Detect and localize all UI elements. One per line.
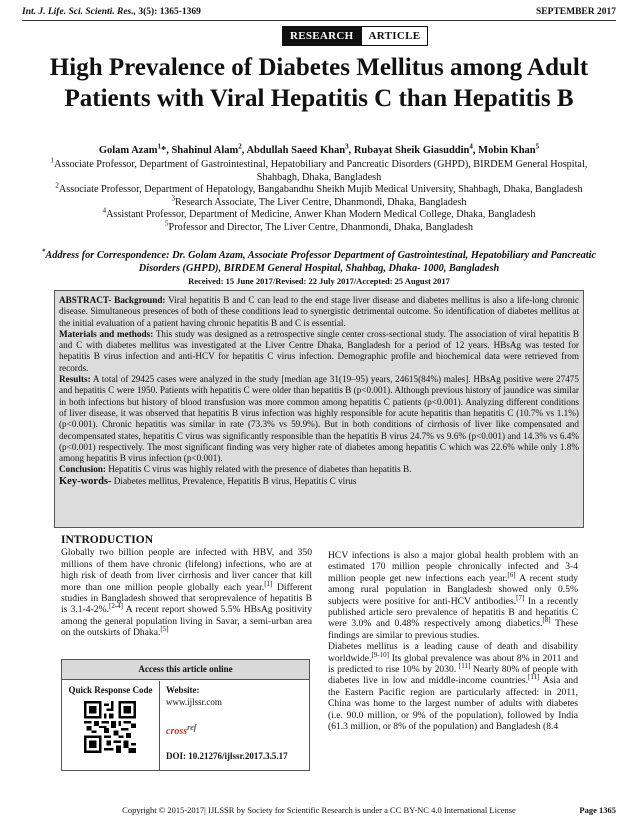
badge-article: ARTICLE	[361, 27, 428, 45]
website-link[interactable]: www.ijlssr.com	[166, 697, 222, 707]
qr-cell	[62, 681, 160, 770]
body-paragraph: Diabetes mellitus is a leading cause of death and disability worldwide.[9-10] Its global prevalence was about 8% in 2011 and is predicted to rise 10% by 2030. [11] Nearly 80% of people with diabetes live in low and middle-income countries.[11] Asia and the Eastern Pacific region are particularly affected: in 2011, China was home to the largest number of adults with diabetes (i.e. 90.0 million, or 9% of the population), followed by India (61.3 million, or 8% of the population) and Bangladesh (8.4	[328, 641, 578, 733]
page-number: Page 1365	[579, 805, 616, 815]
correspondence-address: *Address for Correspondence: Dr. Golam Azam, Associate Professor Department of Gastrointestinal, Hepatobiliary and Pancreatic Disorders (GHPD), BIRDEM General Hospital, Shahbag, Dhaka- 1000, Bangladesh	[41, 247, 597, 274]
citation-link[interactable]: [2-4]	[108, 602, 123, 611]
affiliation-item: $^2$Associate Professor, Department of Hepatology, Bangabandhu Sheikh Mujib Medical University, Shahbagh, Dhaka, Bangladesh	[55, 181, 583, 195]
affiliation-list	[40, 156, 598, 234]
abstract-results: Results: A total of 29425 cases were analyzed in the study [median age 31(19–95) years, 24615(84%) males]. HBsAg positive were 27475 and hepatitis C were 1950. Patients with hepatitis C were older than hepatitis B (p<0.001). Although previous history of jaundice was similar in both infections but history of blood transfusion was more common among hepatitis C patients (p<0.001). Analyzing different conditions of liver disease, it was observed that hepatitis B virus infection was highly responsible for acute hepatitis than hepatitis C (10.7% vs 1.1%) (p<0.001). Chronic hepatitis was similar in rate (73.3% vs 59.9%). But in both conditions of cirrhosis of liver like compensated and decompensated states, hepatitis C virus was significantly responsible than the hepatitis B virus 24.7% vs 9.6% (p<0.001) and 14.3% vs 6.4% (p<0.001) respectively. The most significant finding was very higher rate of diabetes among hepatitis C which was 22.6% while only 1.8% among hepatitis B virus infection (p<0.001).	[59, 374, 579, 464]
left-column	[61, 535, 312, 639]
right-column	[328, 550, 578, 733]
abstract-methods: Materials and methods: This study was designed as a retrospective single center cross-sectional study. The association of viral hepatitis B and C with diabetes mellitus was investigated at the Liver Centre Dhaka, Bangladesh for a period of 12 years. HBsAg was tested for hepatitis B virus infection and anti-HCV for hepatitis C virus infection. Demographic profile and biochemical data were retrieved from records.	[59, 328, 579, 373]
article-title: High Prevalence of Diabetes Mellitus among Adult Patients with Viral Hepatitis C than Hepatitis B	[49, 54, 589, 112]
citation-link[interactable]: [11]	[458, 661, 471, 670]
journal-citation: Int. J. Life. Sci. Scienti. Res., 3(5): 1365-1369	[22, 7, 201, 17]
citation-link[interactable]: [1]	[264, 579, 273, 588]
affiliation-item: $^4$Assistant Professor, Department of Medicine, Anwer Khan Modern Medical College, Dhaka, Bangladesh	[102, 206, 536, 220]
author-list: Golam Azam$^1$*, Shahinul Alam$^2$, Abdullah Saeed Khan$^3$, Rubayat Sheik Giasuddin$^4$, Mobin Khan$^5$	[98, 142, 540, 156]
affiliation-item: $^5$Professor and Director, The Liver Centre, Dhanmondi, Dhaka, Bangladesh	[165, 219, 473, 233]
intro-paragraph: Globally two billion people are infected with HBV, and 350 millions of them have chronic (lifelong) infections, who are at high risk of death from liver cirrhosis and liver cancer that kill more than one million people globally each year.[1] Different studies in Bangladesh showed that seroprevalence of hepatitis B is 3.1-4-2%.[2-4] A recent report showed 5.5% HBsAg positivity among the general population living in Savar, a semi-urban area on the outskirts of Dhaka.[5]	[61, 547, 312, 639]
access-header: Access this article online	[62, 660, 309, 680]
abstract-keywords: Key-words- Diabetes mellitus, Prevalence, Hepatitis B virus, Hepatitis C virus	[59, 475, 357, 487]
article-type-badge	[282, 26, 428, 46]
citation-link[interactable]: [11]	[528, 673, 540, 682]
qr-code-icon[interactable]	[84, 701, 136, 753]
access-online-box	[61, 659, 310, 771]
header-divider	[22, 20, 616, 21]
abstract-background: ABSTRACT- Background: Viral hepatitis B and C can lead to the end stage liver disease and diabetes mellitus is also a life-long chronic disease. Simultaneous presences of both of these conditions lead to synergistic detrimental outcome. So identification of diabetes mellitus at the initial evaluation of a patient having chronic hepatitis B and C is essential.	[59, 295, 579, 328]
citation-link[interactable]: [6]	[507, 570, 516, 579]
website-cell	[160, 681, 309, 770]
page-footer	[22, 805, 616, 815]
citation-link[interactable]: [7]	[516, 593, 525, 602]
citation-link[interactable]: [5]	[160, 625, 169, 634]
badge-research: RESEARCH	[283, 27, 361, 45]
crossref-logo-icon[interactable]: cross$^{ref}$	[166, 722, 197, 737]
article-dates: Received: 15 June 2017/Revised: 22 July 2017/Accepted: 25 August 2017	[188, 276, 450, 286]
running-header	[22, 7, 616, 21]
copyright-notice: Copyright © 2015-2017| IJLSSR by Society for Scientific Research is under a CC BY-NC 4.0 International License	[122, 805, 516, 815]
citation-link[interactable]: [9-10]	[371, 650, 389, 659]
abstract-box	[54, 290, 584, 528]
body-paragraph: HCV infections is also a major global health problem with an estimated 170 million people chronically infected and 3-4 million people get new infections each year.[6] A recent study among rural population in Bangladesh showed only 0.5% subjects were positive for anti-HCV antibodies.[7] In a recently published article sero prevalence of hepatitis B and hepatitis C were 3.0% and 0.48% respectively among diabetics.[8] These findings are similar to previous studies.	[328, 550, 578, 641]
doi-link[interactable]: DOI: 10.21276/ijlssr.2017.3.5.17	[166, 751, 288, 761]
affiliation-item: $^3$Research Associate, The Liver Centre, Dhanmondi, Dhaka, Bangladesh	[171, 194, 467, 208]
abstract-conclusion: Conclusion: Hepatitis C virus was highly related with the presence of diabetes than hepatitis B.	[59, 464, 412, 475]
intro-heading: INTRODUCTION	[61, 534, 154, 546]
qr-label: Quick Response Code	[68, 685, 153, 695]
citation-link[interactable]: [8]	[542, 616, 551, 625]
affiliation-item: $^1$Associate Professor, Department of Gastrointestinal, Hepatobiliary and Pancreatic Disorders (GHPD), BIRDEM General Hospital, Shahbagh, Dhaka, Bangladesh	[50, 156, 588, 183]
issue-date: SEPTEMBER 2017	[536, 7, 616, 17]
website-label: Website:	[166, 685, 200, 695]
